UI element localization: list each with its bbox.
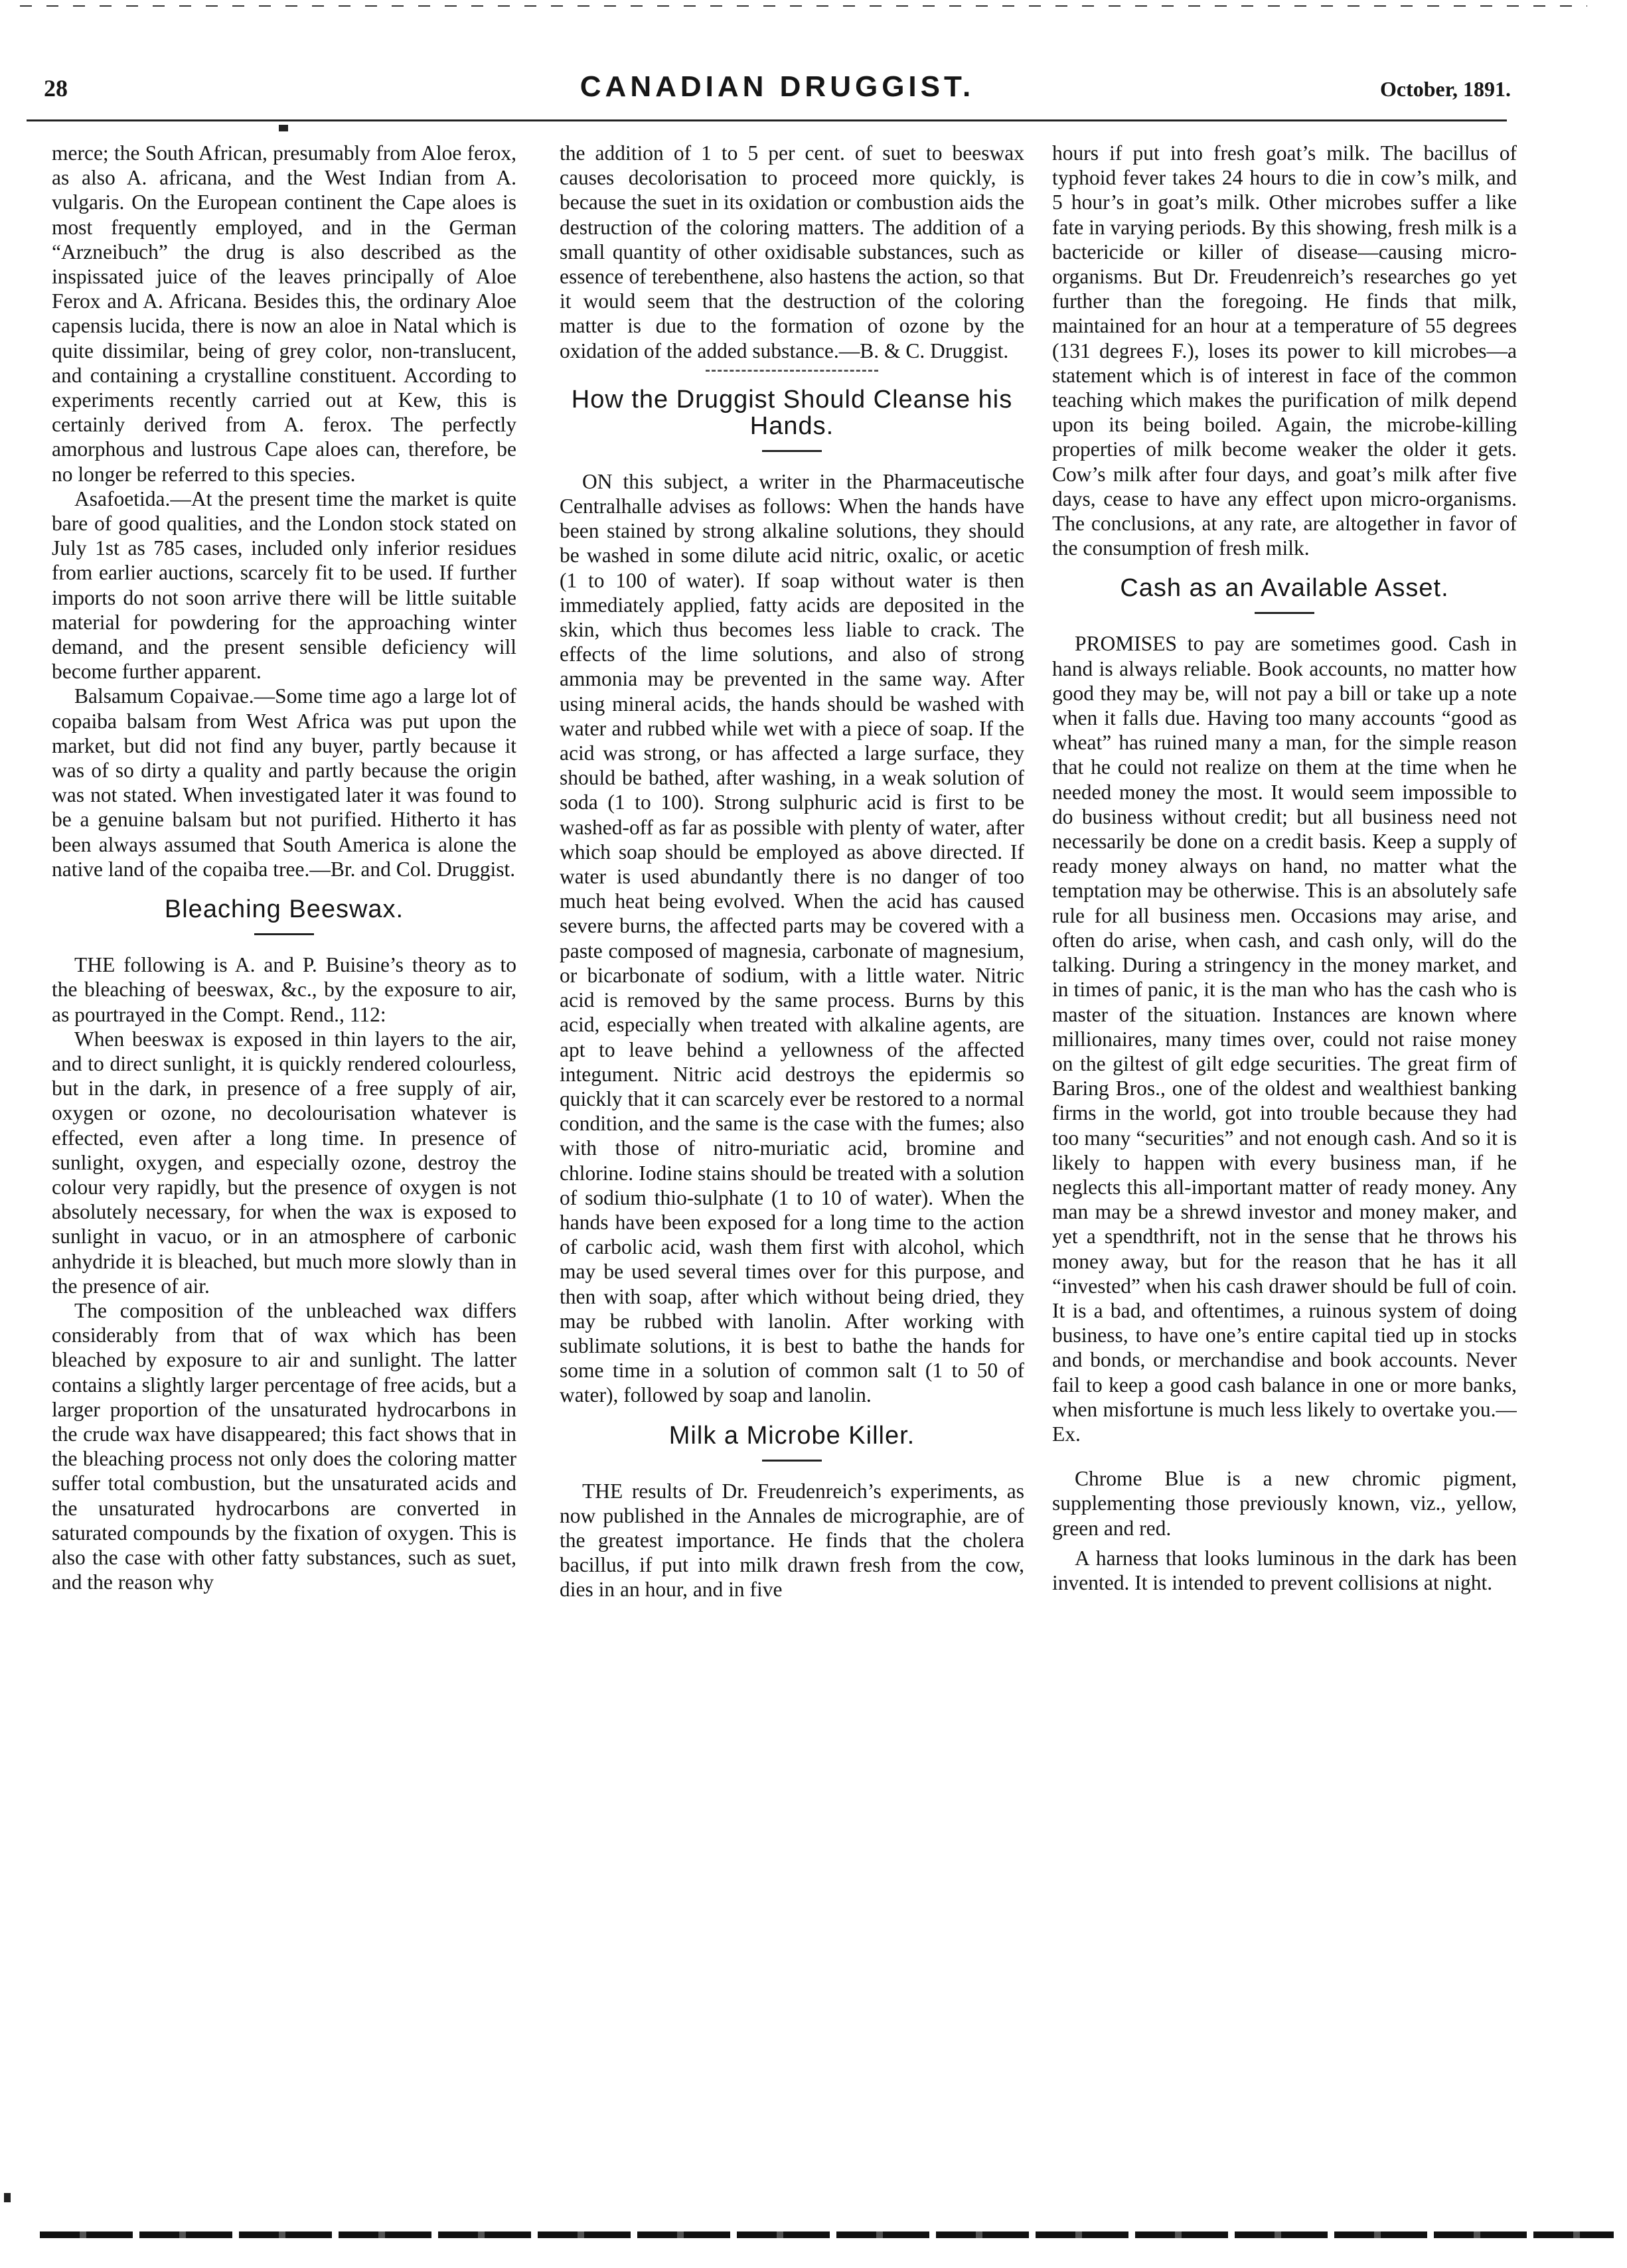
journal-title: CANADIAN DRUGGIST. [580, 70, 975, 103]
balsamum-paragraph: Balsamum Copaivae.—Some time ago a large lot of copaiba balsam from West Africa was put upon the market, but did not find any buyer, partly because it was of so dirty a quality and partly because the origin was not stated. When investigated later it was found to be a genuine balsam but not purified. Hitherto it has been always assumed that South America is alone the native land of the copaiba tree.—Br. and Col. Druggist. [52, 684, 516, 881]
section-divider [706, 370, 878, 378]
microbe-heading: Milk a Microbe Killer. [560, 1422, 1024, 1462]
beeswax-paragraph-3: The composition of the unbleached wax differs considerably from that of wax which has been bleached by exposure to air and sunlight. The latter contains a slightly larger percentage of free acids, but a larger proportion of the unsaturated hydrocarbons in the crude wax have disappeared; this fact shows that in the bleaching process not only does the coloring matter suffer total combustion, but the unsaturated acids and the unsaturated hydrocarbons are converted in saturated compounds by the fixation of oxygen. This is also the case with other fatty substances, such as suet, and the reason why [52, 1298, 516, 1594]
column-2 [560, 141, 1024, 2218]
cleanse-paragraph: ON this subject, a writer in the Pharmaceutische Centralhalle advises as follows: When the hands have been stained by strong alkaline solutions, they should be washed in some dilute acid nitric, oxalic, or acetic (1 to 100 of water). If soap without water is then immediately applied, fatty acids are deposited in the skin, which thus becomes less liable to crack. The effects of the lime solutions, and also of strong ammonia may be prevented in the same way. After using mineral acids, the hands should be washed with water and rubbed while wet with a piece of soap. If the acid was strong, or has affected a large surface, they should be bathed, after washing, in a weak solution of soda (1 to 100). Strong sulphuric acid is first to be washed-off as far as possible with plenty of water, after which soap should be employed as above directed. If water is used abundantly there is no danger of too much heat being evolved. When the acid has caused severe burns, the affected parts may be covered with a paste composed of magnesia, carbonate of magnesium, or bicarbonate of sodium, with a little water. Nitric acid is removed by the same process. Burns by this acid, especially when treated with alkaline agents, are apt to leave behind a yellowness of the affected integument. Nitric acid destroys the epidermis so quickly that it can scarcely ever be restored to a normal condition, and the same is the case with the fumes; also with those of nitro-muriatic acid, bromine and chlorine. Iodine stains should be treated with a solution of sodium thio-sulphate (1 to 10 of water). When the hands have been exposed for a long time to the action of carbolic acid, wash them first with alcohol, which may be used several times over for this purpose, and then with soap, after which without being dried, they may be rubbed with lanolin. After working with sublimate solutions, it is best to bathe the hands for some time in a solution of common salt (1 to 50 of water), followed by soap and lanolin. [560, 469, 1024, 1407]
page-number: 28 [44, 75, 68, 102]
microbe-paragraph: THE results of Dr. Freudenreich’s experiments, as now published in the Annales de micrographie, are of the greatest importance. He finds that the cholera bacillus, if put into milk drawn fresh from the cow, dies in an hour, and in five [560, 1479, 1024, 1602]
rule-mark [279, 125, 288, 131]
bottom-edge-marks [40, 2231, 1614, 2238]
header-rule [27, 119, 1507, 121]
aloe-paragraph: merce; the South African, presumably from Aloe ferox, as also A. africana, and the West Indian from A. vulgaris. On the European continent the Cape aloes is most frequently employed, and in the German “Arzneibuch” the drug is also described as the inspissated juice of the leaves principally of Aloe Ferox and A. Africana. Besides this, the ordinary Aloe capensis lucida, there is now an aloe in Natal which is quite dissimilar, being of grey color, non-translucent, and containing a crystalline constituent. According to experiments recently carried out at Kew, this is certainly derived from A. ferox. The perfectly amorphous and lustrous Cape aloes can, therefore, be no longer be referred to this species. [52, 141, 516, 486]
beeswax-continued: the addition of 1 to 5 per cent. of suet to beeswax causes decolorisation to proceed more quickly, is because the suet in its oxidation or combustion aids the destruction of the coloring matters. The addition of a small quantity of other oxidisable substances, such as essence of terebenthene, also hastens the action, so that it would seem that the destruction of the coloring matter is due to the formation of ozone by the oxidation of the added substance.—B. & C. Druggist. [560, 141, 1024, 362]
asafoetida-paragraph: Asafoetida.—At the present time the market is quite bare of good qualities, and the London stock stated on July 1st as 785 cases, included only inferior residues from earlier auctions, scarcely fit to be used. If further imports do not soon arrive there will be little suitable material for powdering for the approaching winter demand, and the present sensible deficiency will become further apparent. [52, 487, 516, 684]
top-edge-marks [20, 5, 1587, 7]
cleanse-heading: How the Druggist Should Cleanse his Hands. [560, 386, 1024, 452]
beeswax-heading: Bleaching Beeswax. [52, 896, 516, 935]
column-3 [1052, 141, 1517, 2218]
cash-heading: Cash as an Available Asset. [1052, 575, 1517, 614]
issue-date: October, 1891. [1379, 77, 1511, 101]
page-header [44, 70, 1511, 114]
beeswax-paragraph-2: When beeswax is exposed in thin layers to the air, and to direct sunlight, it is quickly rendered colourless, but in the dark, in presence of a free supply of air, oxygen or ozone, no decolourisation whatever is effected, even after a long time. In presence of sunlight, oxygen, and especially ozone, destroy the colour very rapidly, but the presence of oxygen is not absolutely necessary, for when the wax is exposed to sunlight in vacuo, or in an atmosphere of carbonic anhydride it is bleached, but much more slowly than in the presence of air. [52, 1027, 516, 1298]
beeswax-intro: THE following is A. and P. Buisine’s theory as to the bleaching of beeswax, &c., by the exposure to air, as pourtrayed in the Compt. Rend., 112: [52, 953, 516, 1026]
column-1 [52, 141, 516, 2218]
paragraph-gap [1052, 1446, 1517, 1466]
chrome-blue-paragraph: Chrome Blue is a new chromic pigment, supplementing those previously known, viz., yellow, green and red. [1052, 1467, 1517, 1540]
cash-paragraph: PROMISES to pay are sometimes good. Cash in hand is always reliable. Book accounts, no matter how good they may be, will not pay a bill or take up a note when it falls due. Having too many accounts “good as wheat” has ruined many a man, for the simple reason that he could not realize on them at the time when he needed money the most. It would seem impossible to do business without credit; but all business need not necessarily be done on a credit basis. Keep a supply of ready money always on hand, no matter what the temptation may be otherwise. This is an absolutely safe rule for all business men. Occasions may arise, and often do arise, when cash, and cash only, will do the talking. During a stringency in the money market, and in times of panic, it is the man who has the cash who is master of the situation. Instances are known where millionaires, many times over, could not raise money on the giltest of gilt edge securities. The great firm of Baring Bros., one of the oldest and wealthiest banking firms in the world, got into trouble because they had too many “securities” and not enough cash. And so it is likely to happen with every business man, if he neglects this all-important matter of ready money. Any man may be a shrewd investor and money maker, and yet a spendthrift, not in the sense that he throws his money away, but for the reason that he has it all “invested” when his cash drawer should be full of coin. It is a bad, and oftentimes, a ruinous system of doing business, to have one’s entire capital tied up in stocks and bonds, or merchandise and book accounts. Never fail to keep a good cash balance in one or more banks, when misfortune is much less likely to overtake you.—Ex. [1052, 632, 1517, 1446]
print-speck [4, 2193, 11, 2202]
microbe-continued: hours if put into fresh goat’s milk. The bacillus of typhoid fever takes 24 hours to die in cow’s milk, and 5 hour’s in goat’s milk. Other microbes suffer a like fate in varying periods. By this showing, fresh milk is a bactericide or killer of disease—causing micro-organisms. But Dr. Freudenreich’s researches go yet further than the foregoing. He finds that milk, maintained for an hour at a temperature of 55 degrees (131 degrees F.), loses its power to kill microbes—a statement which is of interest in face of the common teaching which makes the purification of milk depend upon its being boiled. Again, the microbe-killing properties of milk become weaker the older it gets. Cow’s milk after four days, and goat’s milk after five days, cease to have any effect upon micro-organisms. The conclusions, at any rate, are altogether in favor of the consumption of fresh milk. [1052, 141, 1517, 560]
harness-paragraph: A harness that looks luminous in the dark has been invented. It is intended to prevent collisions at night. [1052, 1546, 1517, 1594]
